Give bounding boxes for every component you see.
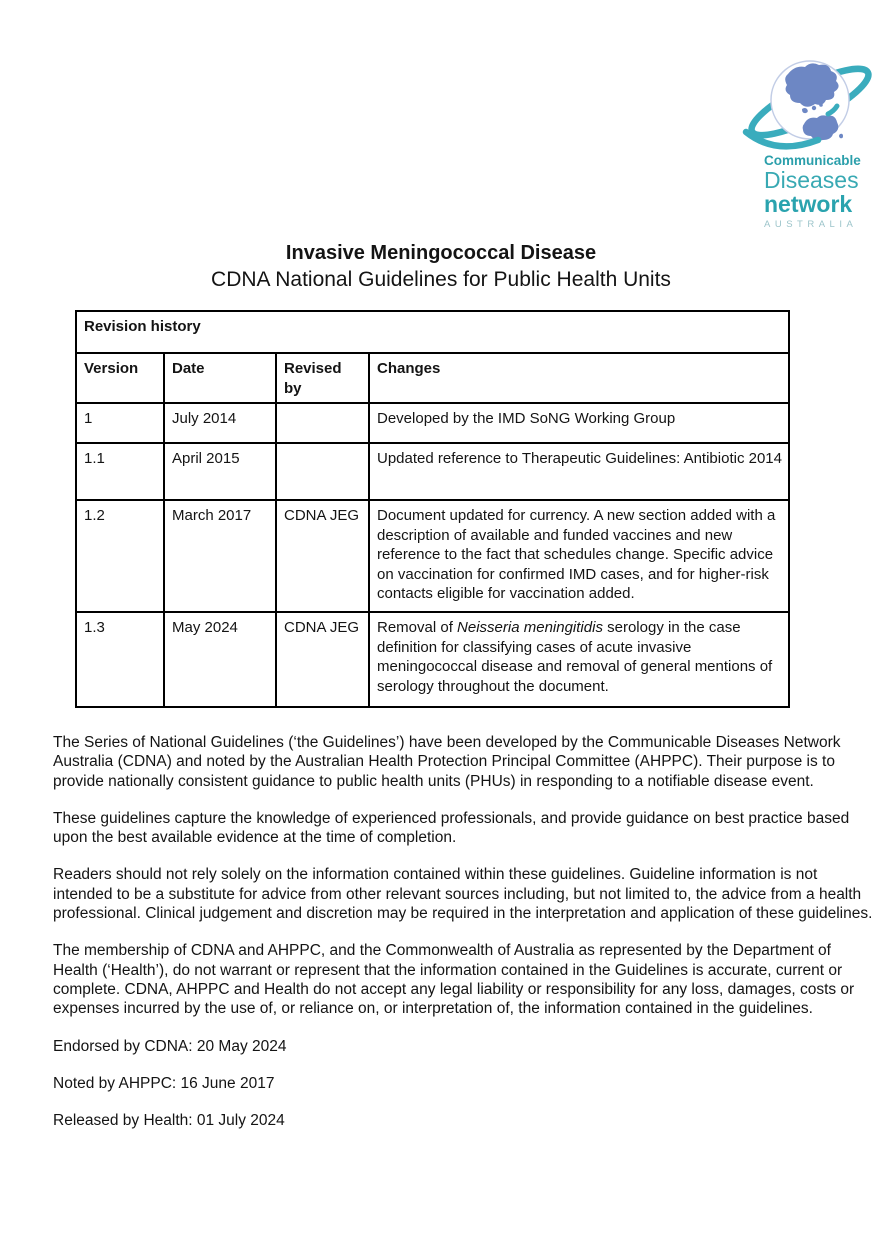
table-header-row	[76, 353, 789, 403]
cell-date: July 2014	[164, 403, 276, 443]
paragraph-membership-liability: The membership of CDNA and AHPPC, and the Commonwealth of Australia as represented by the Department of Health (‘Health’), do not warrant or represent that the information contained in the Guidelines is accurate, current or complete. CDNA, AHPPC and Health do not accept any legal liability or responsibility for any loss, damages, costs or expenses incurred by the use of, or reliance on, or interpretation of, the information contained in the guidelines.	[53, 942, 855, 1018]
logo-text-network: network	[764, 191, 853, 217]
cell-version: 1	[76, 403, 164, 443]
changes-text-suffix: serology in the case definition for classifying cases of acute invasive meningococcal disease and removal of general mentions of serology throughout the document.	[377, 619, 773, 695]
revision-history-table	[75, 310, 790, 708]
document-subtitle: CDNA National Guidelines for Public Health Units	[211, 268, 671, 291]
cell-date: May 2024	[164, 612, 276, 707]
endorsed-line: Endorsed by CDNA: 20 May 2024	[53, 1037, 287, 1055]
cell-revised-by	[276, 403, 369, 443]
logo-text-communicable: Communicable	[764, 153, 861, 168]
globe-swoosh-icon	[742, 52, 878, 152]
cell-changes: Document updated for currency. A new section added with a description of available and funded vaccines and new reference to the fact that schedules change. Specific advice on vaccination for confirmed IMD cases, and for higher-risk contacts eligible for vaccination added.	[369, 500, 789, 612]
body-text	[53, 733, 873, 1148]
cell-version: 1.2	[76, 500, 164, 612]
changes-text-italic: Neisseria meningitidis	[457, 619, 603, 636]
cell-changes: Updated reference to Therapeutic Guidelines: Antibiotic 2014	[369, 443, 789, 500]
logo-text-diseases: Diseases	[764, 167, 859, 193]
cell-revised-by	[276, 443, 369, 500]
revision-row-1-3	[76, 612, 789, 707]
table-caption-row	[76, 311, 789, 353]
logo-wordmark	[742, 153, 882, 231]
document-title: Invasive Meningococcal Disease	[285, 242, 597, 264]
cell-date: April 2015	[164, 443, 276, 500]
cell-version: 1.1	[76, 443, 164, 500]
noted-line: Noted by AHPPC: 16 June 2017	[53, 1074, 275, 1092]
cell-version: 1.3	[76, 612, 164, 707]
revision-row-1	[76, 403, 789, 443]
paragraph-readers-disclaimer: Readers should not rely solely on the information contained within these guidelines. Guideline information is not intended to be a substitute for advice from other relevant sources including, but not limited to, the advice from a health professional. Clinical judgement and discretion may be required in the interpretation and application of these guidelines.	[53, 866, 873, 923]
cell-revised-by: CDNA JEG	[276, 500, 369, 612]
cell-changes: Developed by the IMD SoNG Working Group	[369, 403, 789, 443]
paragraph-capture-knowledge: These guidelines capture the knowledge of experienced professionals, and provide guidance on best practice based upon the best available evidence at the time of completion.	[53, 809, 850, 847]
table-caption: Revision history	[76, 311, 789, 353]
col-header-revised-by: Revised by	[276, 353, 369, 403]
revision-row-1-2	[76, 500, 789, 612]
logo-text-australia: AUSTRALIA	[764, 219, 858, 230]
released-line: Released by Health: 01 July 2024	[53, 1112, 285, 1130]
cell-revised-by: CDNA JEG	[276, 612, 369, 707]
changes-text-prefix: Removal of	[377, 619, 458, 636]
col-header-date: Date	[164, 353, 276, 403]
col-header-version: Version	[76, 353, 164, 403]
revision-row-1-1	[76, 443, 789, 500]
cell-changes	[369, 612, 789, 707]
cdna-logo	[742, 52, 882, 231]
cell-date: March 2017	[164, 500, 276, 612]
title-block	[0, 240, 882, 293]
paragraph-series-of-guidelines: The Series of National Guidelines (‘the Guidelines’) have been developed by the Communicable Diseases Network Australia (CDNA) and noted by the Australian Health Protection Principal Committee (AHPPC). Their purpose is to provide nationally consistent guidance to public health units (PHUs) in responding to a notifiable disease event.	[53, 734, 841, 790]
col-header-changes: Changes	[369, 353, 789, 403]
